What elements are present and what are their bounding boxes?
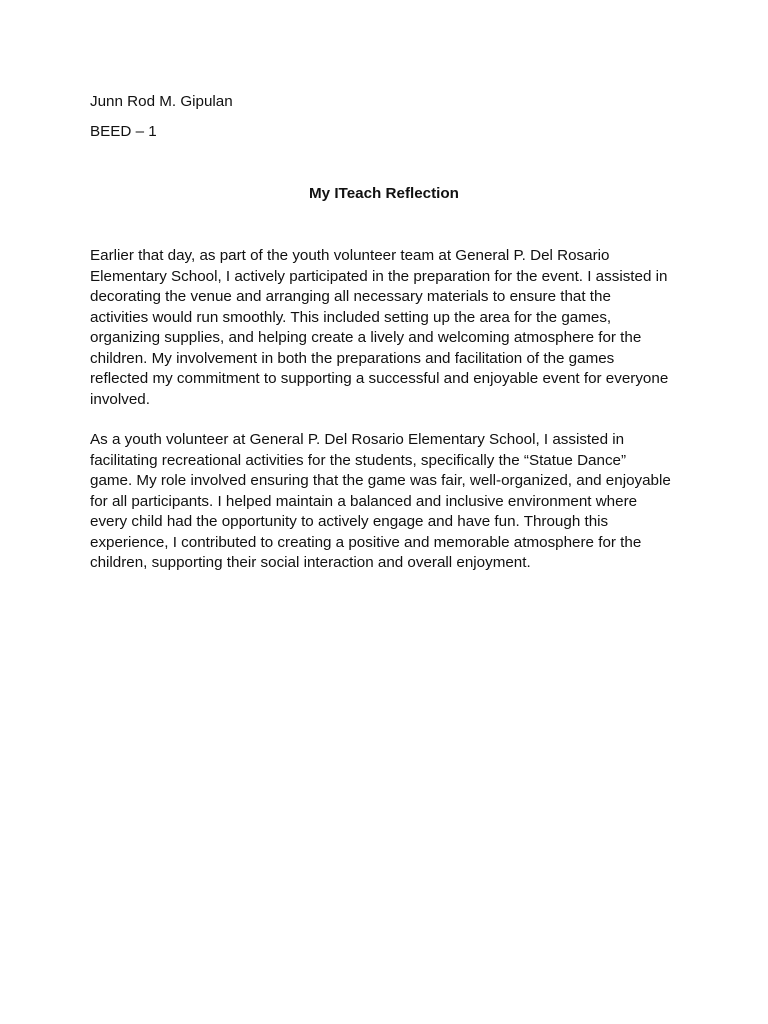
document-title: My ITeach Reflection [309,185,459,202]
body-paragraph: As a youth volunteer at General P. Del Rosario Elementary School, I assisted in facilitating recreational activities for the students, specifically the “Statue Dance” game. My role involved ensuring that the game was fair, well-organized, and enjoyable for all participants. I helped maintain a balanced and inclusive environment where every child had the opportunity to actively engage and have fun. Through this experience, I contributed to creating a positive and memorable atmosphere for the children, supporting their social interaction and overall enjoyment. [90,431,671,571]
body-paragraph: Earlier that day, as part of the youth volunteer team at General P. Del Rosario Elementary School, I actively participated in the preparation for the event. I assisted in decorating the venue and arranging all necessary materials to ensure that the activities would run smoothly. This included setting up the area for the games, organizing supplies, and helping create a lively and welcoming atmosphere for the children. My involvement in both the preparations and facilitation of the games reflected my commitment to supporting a successful and enjoyable event for everyone involved. [90,247,669,408]
author-name: Junn Rod M. Gipulan [90,93,233,110]
course-label: BEED – 1 [90,123,157,140]
